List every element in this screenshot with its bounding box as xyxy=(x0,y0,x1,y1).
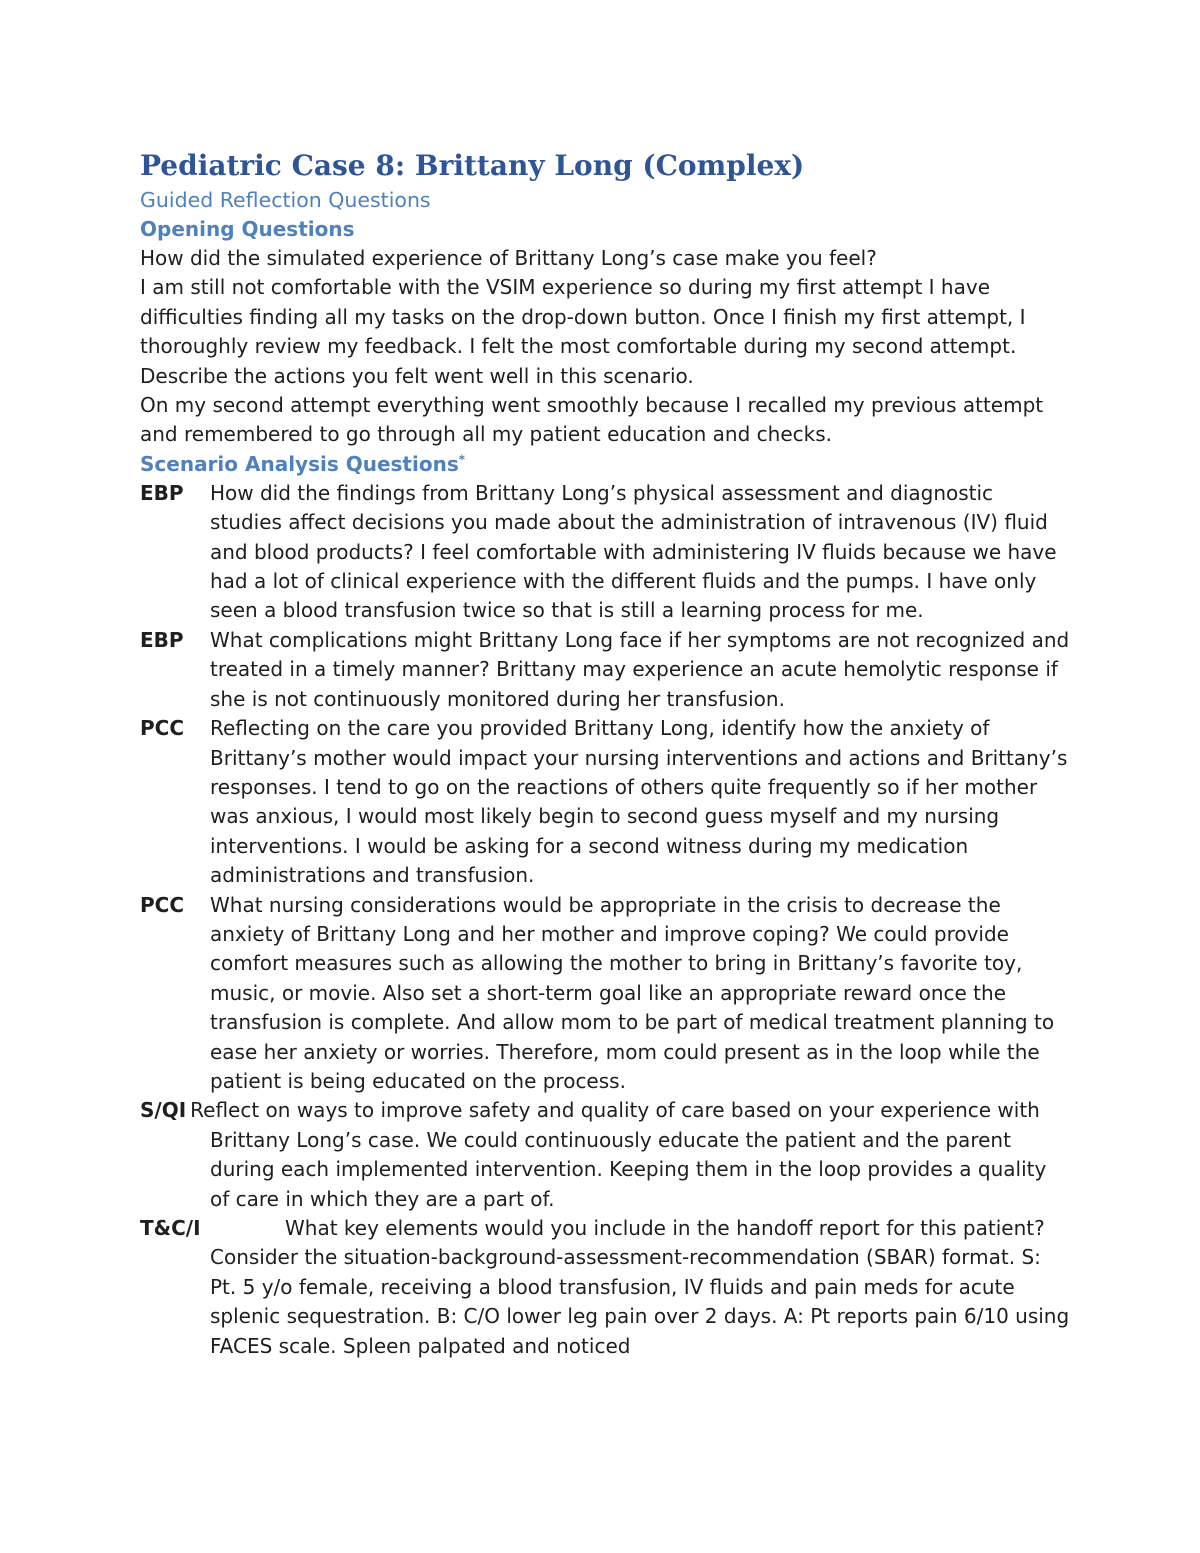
footnote-marker: * xyxy=(458,452,466,467)
question-text: What key elements would you include in the handoff report for this patient? Consider the situation-background-assessment-recommendation (SBAR) format. S: Pt. 5 y/o female, receiving a blood transfusion, IV fluids and pain meds for acute splenic sequestration. B: C/O lower leg pain over 2 days. A: Pt reports pain 6/10 using FACES scale. Spleen palpated and noticed xyxy=(210,1216,1070,1358)
question-item xyxy=(140,714,1070,890)
analysis-heading xyxy=(140,450,1070,479)
opening-answer-1: I am still not comfortable with the VSIM experience so during my first attempt I have difficulties finding all my tasks on the drop-down button. Once I finish my first attempt, I thoroughly review my feedback. I felt the most comfortable during my second attempt. xyxy=(140,275,1026,359)
question-text: Reflect on ways to improve safety and quality of care based on your experience with Brittany Long’s case. We could continuously educate the patient and the parent during each implemented intervention. Keeping them in the loop provides a quality of care in which they are a part of. xyxy=(190,1098,1047,1211)
opening-question-1: How did the simulated experience of Brittany Long’s case make you feel? xyxy=(140,246,877,270)
question-tag: PCC xyxy=(140,716,185,741)
question-tag: EBP xyxy=(140,627,184,652)
question-tag: S/QI xyxy=(140,1098,187,1123)
question-item xyxy=(140,479,1070,626)
question-tag: T&C/I xyxy=(140,1216,201,1240)
opening-answer-2: On my second attempt everything went smoothly because I recalled my previous attempt and remembered to go through all my patient education and checks. xyxy=(140,393,1044,447)
question-text: Reflecting on the care you provided Brittany Long, identify how the anxiety of Brittany’s mother would impact your nursing interventions and actions and Brittany’s responses. I tend to go on the reactions of others quite frequently so if her mother was anxious, I would most likely begin to second guess myself and my nursing interventions. I would be asking for a second witness during my medication administrations and transfusion. xyxy=(210,716,1068,888)
question-item xyxy=(140,626,1070,714)
analysis-heading-text: Scenario Analysis Questions xyxy=(140,451,459,476)
question-tag: EBP xyxy=(140,480,184,505)
question-text: How did the findings from Brittany Long’s physical assessment and diagnostic studies affect decisions you made about the administration of intravenous (IV) fluid and blood products? I feel comfortable with administering IV fluids because we have had a lot of clinical experience with the different fluids and the pumps. I have only seen a blood transfusion twice so that is still a learning process for me. xyxy=(210,480,1057,623)
question-tag: PCC xyxy=(140,892,185,917)
question-item xyxy=(140,1214,1070,1361)
question-text: What nursing considerations would be appropriate in the crisis to decrease the anxiety of Brittany Long and her mother and improve coping? We could provide comfort measures such as allowing the mother to bring in Brittany’s favorite toy, music, or movie. Also set a short-term goal like an appropriate reward once the transfusion is complete. And allow mom to be part of medical treatment planning to ease her anxiety or worries. Therefore, mom could present as in the loop while the patient is being educated on the process. xyxy=(210,892,1055,1093)
opening-question-2: Describe the actions you felt went well in this scenario. xyxy=(140,363,694,388)
question-item xyxy=(140,891,1070,1097)
opening-heading: Opening Questions xyxy=(140,217,355,241)
question-item xyxy=(140,1096,1070,1214)
section-subtitle: Guided Reflection Questions xyxy=(140,188,431,212)
page-title: Pediatric Case 8: Brittany Long (Complex) xyxy=(140,149,805,182)
question-text: What complications might Brittany Long face if her symptoms are not recognized and treated in a timely manner? Brittany may experience an acute hemolytic response if she is not continuously monitored during her transfusion. xyxy=(210,627,1070,711)
document-body xyxy=(140,146,1070,1361)
